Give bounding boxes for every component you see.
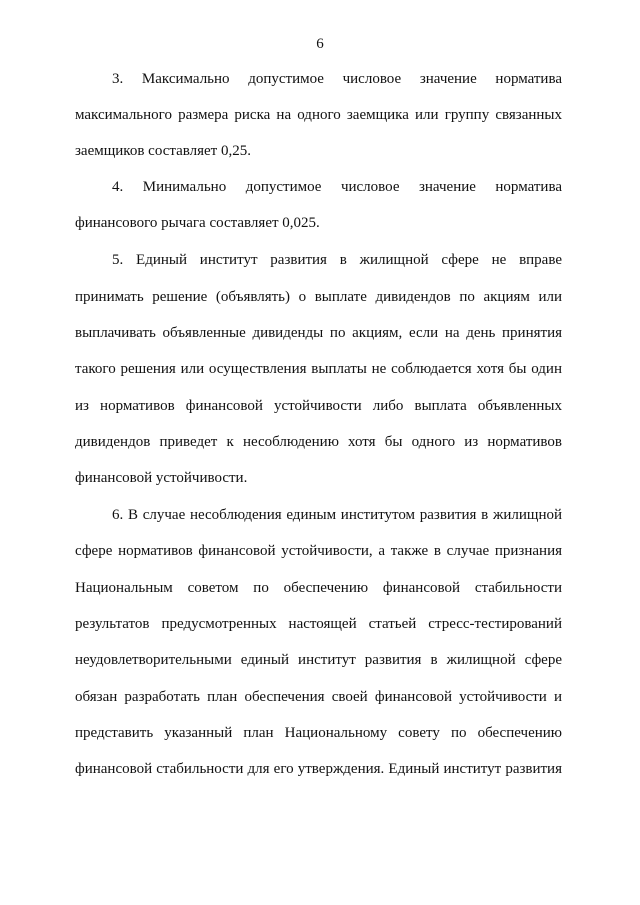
paragraph-5-line-5: из нормативов финансовой устойчивости либо выплата объявленных (75, 398, 562, 414)
paragraph-4-line-2: финансового рычага составляет 0,025. (75, 215, 320, 231)
paragraph-6-line-1: 6. В случае несоблюдения единым институтом развития в жилищной (112, 507, 562, 523)
paragraph-6-line-4: результатов предусмотренных настоящей статьей стресс-тестирований (75, 616, 562, 632)
paragraph-6-line-7: представить указанный план Национальному совету по обеспечению (75, 725, 562, 741)
paragraph-6-line-2: сфере нормативов финансовой устойчивости, а также в случае признания (75, 543, 562, 559)
paragraph-3-line-3: заемщиков составляет 0,25. (75, 143, 251, 159)
paragraph-6-line-5: неудовлетворительными единый институт развития в жилищной сфере (75, 652, 562, 668)
paragraph-6-line-6: обязан разработать план обеспечения своей финансовой устойчивости и (75, 689, 562, 705)
paragraph-4-line-1: 4. Минимально допустимое числовое значение норматива (112, 179, 562, 195)
paragraph-6-line-3: Национальным советом по обеспечению финансовой стабильности (75, 580, 562, 596)
paragraph-5-line-2: принимать решение (объявлять) о выплате дивидендов по акциям или (75, 289, 562, 305)
paragraph-5-line-1: 5. Единый институт развития в жилищной сфере не вправе (112, 252, 562, 268)
paragraph-3-line-1: 3. Максимально допустимое числовое значение норматива (112, 71, 562, 87)
paragraph-6-line-8: финансовой стабильности для его утверждения. Единый институт развития (75, 761, 562, 777)
paragraph-5-line-3: выплачивать объявленные дивиденды по акциям, если на день принятия (75, 325, 562, 341)
page-number: 6 (316, 36, 324, 52)
paragraph-5-line-6: дивидендов приведет к несоблюдению хотя бы одного из нормативов (75, 434, 562, 450)
paragraph-5-line-4: такого решения или осуществления выплаты не соблюдается хотя бы один (75, 361, 562, 377)
paragraph-3-line-2: максимального размера риска на одного заемщика или группу связанных (75, 107, 562, 123)
paragraph-5-line-7: финансовой устойчивости. (75, 470, 248, 486)
